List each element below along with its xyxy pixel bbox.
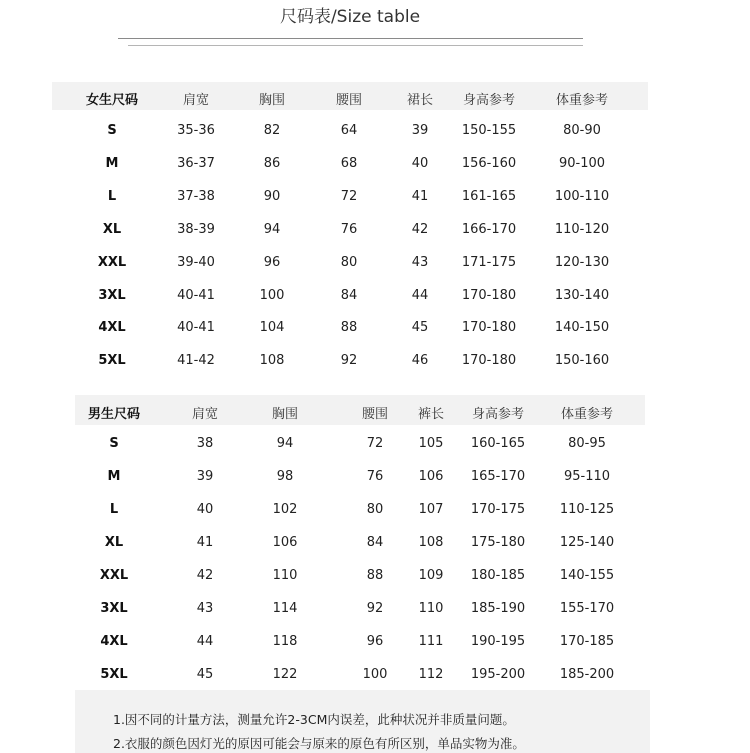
table-cell: 185-190 [470, 601, 526, 616]
size-label: S [109, 436, 119, 451]
table-cell: 107 [418, 502, 444, 517]
table-cell: 150-155 [461, 123, 517, 138]
men-header-band [75, 395, 645, 425]
table-cell: 160-165 [470, 436, 526, 451]
table-cell: 45 [196, 667, 214, 682]
size-label: 3XL [98, 288, 126, 303]
table-cell: 42 [196, 568, 214, 583]
table-cell: 110-120 [554, 222, 610, 237]
table-cell: 170-175 [470, 502, 526, 517]
table-cell: 125-140 [559, 535, 615, 550]
size-label: XXL [99, 568, 129, 583]
table-cell: 40 [411, 156, 429, 171]
table-cell: 94 [276, 436, 294, 451]
table-cell: 140-150 [554, 320, 610, 335]
table-cell: 170-185 [559, 634, 615, 649]
women-column-header: 体重参考 [555, 93, 609, 108]
table-cell: 40-41 [177, 288, 215, 303]
table-cell: 106 [272, 535, 298, 550]
table-cell: 108 [418, 535, 444, 550]
table-cell: 94 [263, 222, 281, 237]
table-cell: 92 [340, 353, 358, 368]
table-cell: 84 [366, 535, 384, 550]
table-cell: 120-130 [554, 255, 610, 270]
women-column-header: 身高参考 [462, 93, 516, 108]
table-cell: 122 [272, 667, 298, 682]
table-cell: 46 [411, 353, 429, 368]
table-cell: 82 [263, 123, 281, 138]
table-cell: 76 [340, 222, 358, 237]
table-cell: 80-90 [563, 123, 601, 138]
women-column-header: 肩宽 [182, 93, 210, 108]
table-cell: 102 [272, 502, 298, 517]
table-cell: 88 [340, 320, 358, 335]
table-cell: 170-180 [461, 353, 517, 368]
table-cell: 180-185 [470, 568, 526, 583]
table-cell: 41 [196, 535, 214, 550]
table-cell: 111 [418, 634, 444, 649]
note-item: 2.衣服的颜色因灯光的原因可能会与原来的原色有所区别，单品实物为准。 [113, 736, 525, 751]
table-cell: 108 [259, 353, 285, 368]
men-column-header: 体重参考 [560, 407, 614, 422]
table-cell: 114 [272, 601, 298, 616]
table-cell: 80 [366, 502, 384, 517]
table-cell: 109 [418, 568, 444, 583]
table-cell: 185-200 [559, 667, 615, 682]
table-cell: 166-170 [461, 222, 517, 237]
size-label: S [107, 123, 117, 138]
size-label: XL [104, 535, 124, 550]
table-cell: 44 [411, 288, 429, 303]
table-cell: 64 [340, 123, 358, 138]
men-column-header: 腰围 [361, 407, 389, 422]
table-cell: 38 [196, 436, 214, 451]
women-column-header: 裙长 [406, 93, 434, 108]
table-cell: 35-36 [177, 123, 215, 138]
table-cell: 98 [276, 469, 294, 484]
men-column-header: 胸围 [271, 407, 299, 422]
table-cell: 92 [366, 601, 384, 616]
table-cell: 112 [418, 667, 444, 682]
size-label: 3XL [100, 601, 128, 616]
size-label: M [105, 156, 119, 171]
men-column-header: 身高参考 [471, 407, 525, 422]
size-label: 5XL [98, 353, 126, 368]
table-cell: 36-37 [177, 156, 215, 171]
table-cell: 110 [418, 601, 444, 616]
size-label: 4XL [100, 634, 128, 649]
table-cell: 76 [366, 469, 384, 484]
table-cell: 39 [411, 123, 429, 138]
table-cell: 96 [366, 634, 384, 649]
table-cell: 110 [272, 568, 298, 583]
note-item: 1.因不同的计量方法，测量允许2-3CM内误差，此种状况并非质量问题。 [113, 712, 515, 727]
men-column-header: 裤长 [417, 407, 445, 422]
table-cell: 95-110 [563, 469, 611, 484]
table-cell: 43 [411, 255, 429, 270]
table-cell: 42 [411, 222, 429, 237]
table-cell: 41-42 [177, 353, 215, 368]
table-cell: 190-195 [470, 634, 526, 649]
table-cell: 170-180 [461, 320, 517, 335]
women-column-header: 女生尺码 [85, 93, 139, 108]
table-cell: 72 [366, 436, 384, 451]
table-cell: 155-170 [559, 601, 615, 616]
table-cell: 39 [196, 469, 214, 484]
table-cell: 44 [196, 634, 214, 649]
table-cell: 86 [263, 156, 281, 171]
table-cell: 156-160 [461, 156, 517, 171]
table-cell: 195-200 [470, 667, 526, 682]
table-cell: 41 [411, 189, 429, 204]
table-cell: 40 [196, 502, 214, 517]
table-cell: 100-110 [554, 189, 610, 204]
women-column-header: 胸围 [258, 93, 286, 108]
table-cell: 170-180 [461, 288, 517, 303]
notes-box [75, 690, 650, 753]
size-label: L [109, 502, 119, 517]
size-label: 5XL [100, 667, 128, 682]
table-cell: 105 [418, 436, 444, 451]
title-divider-secondary [128, 45, 583, 46]
table-cell: 106 [418, 469, 444, 484]
table-cell: 37-38 [177, 189, 215, 204]
table-cell: 150-160 [554, 353, 610, 368]
table-cell: 43 [196, 601, 214, 616]
table-cell: 175-180 [470, 535, 526, 550]
size-label: 4XL [98, 320, 126, 335]
table-cell: 130-140 [554, 288, 610, 303]
table-cell: 80 [340, 255, 358, 270]
table-cell: 80-95 [568, 436, 606, 451]
size-label: L [107, 189, 117, 204]
table-cell: 104 [259, 320, 285, 335]
table-cell: 90-100 [558, 156, 606, 171]
size-label: M [107, 469, 121, 484]
table-cell: 171-175 [461, 255, 517, 270]
table-cell: 40-41 [177, 320, 215, 335]
table-cell: 38-39 [177, 222, 215, 237]
table-cell: 84 [340, 288, 358, 303]
table-cell: 88 [366, 568, 384, 583]
table-cell: 140-155 [559, 568, 615, 583]
table-cell: 96 [263, 255, 281, 270]
table-cell: 45 [411, 320, 429, 335]
page-title: 尺码表/Size table [279, 7, 421, 27]
table-cell: 90 [263, 189, 281, 204]
table-cell: 39-40 [177, 255, 215, 270]
table-cell: 118 [272, 634, 298, 649]
table-cell: 100 [362, 667, 388, 682]
table-cell: 165-170 [470, 469, 526, 484]
size-label: XL [102, 222, 122, 237]
table-cell: 100 [259, 288, 285, 303]
women-column-header: 腰围 [335, 93, 363, 108]
table-cell: 68 [340, 156, 358, 171]
table-cell: 110-125 [559, 502, 615, 517]
table-cell: 161-165 [461, 189, 517, 204]
title-divider [118, 38, 583, 39]
size-label: XXL [97, 255, 127, 270]
table-cell: 72 [340, 189, 358, 204]
men-column-header: 肩宽 [191, 407, 219, 422]
men-column-header: 男生尺码 [87, 407, 141, 422]
